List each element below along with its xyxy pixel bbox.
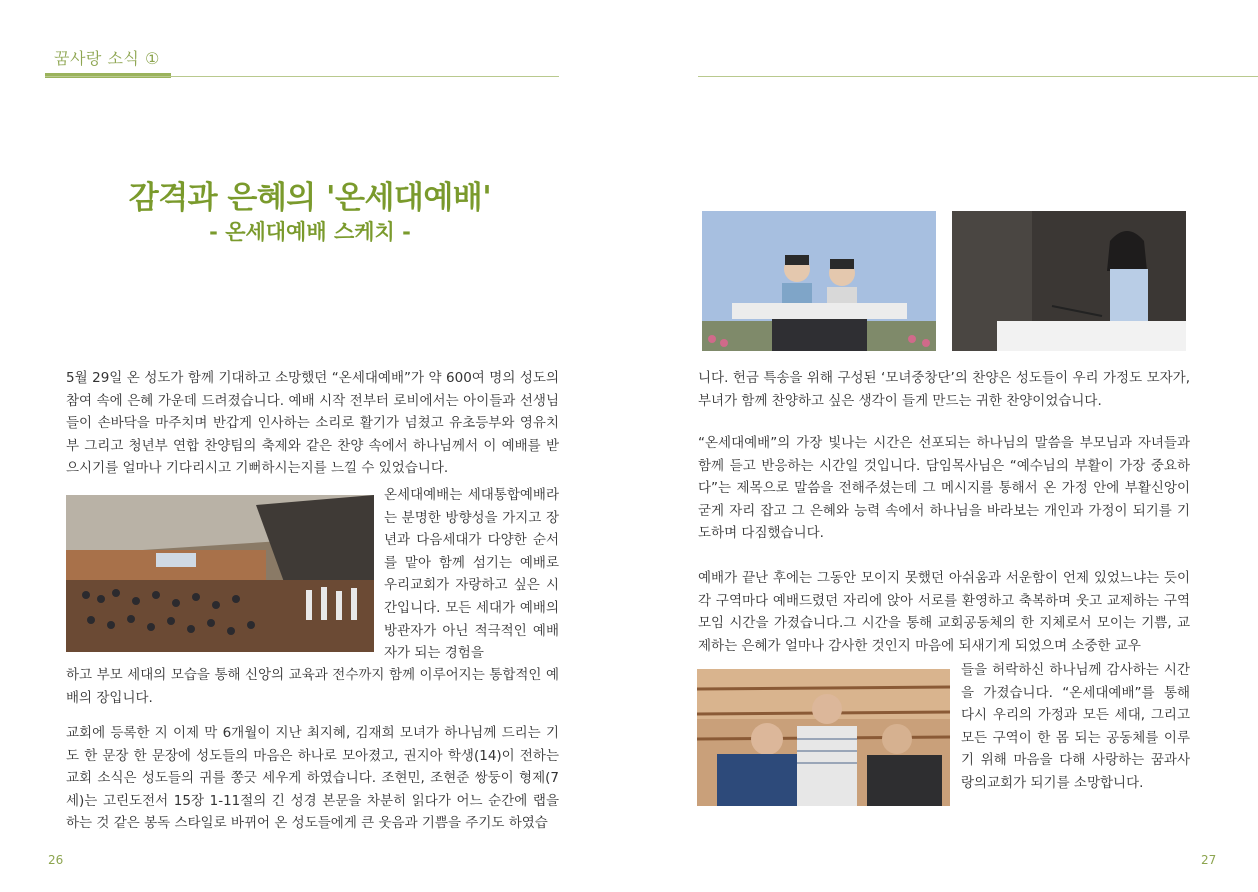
section-label: 꿈사랑 소식 ① [54, 49, 160, 68]
right-paragraph-3-full-text: 예배가 끝난 후에는 그동안 모이지 못했던 아쉬움과 서운함이 언제 있었느냐는 듯이 각 구역마다 예배드렸던 자리에 앉아 서로를 환영하고 축복하며 웃고 교제하는 구역모임 시간을 가졌습니다.그 시간을 통해 교회공동체의 한 지체로서 모이는 기쁨, 교제하는 은혜가 얼마나 감사한 것인지 마음에 되새기게 되었으며 소중한 교우 [698, 570, 1190, 654]
left-paragraph-3-text: 교회에 등록한 지 이제 막 6개월이 지난 최지혜, 김재희 모녀가 하나님께 드리는 기도 한 문장 한 문장에 성도들의 마음은 하나로 모아졌고, 권지아 학생(14)이 전하는 교회 소식은 성도들의 귀를 쫑긋 세우게 하였습니다. 조현민, 조현준 쌍둥이 형제(7세)는 고린도전서 15장 1-11절의 긴 성경 본문을 차분히 읽다가 어느 순간에 랩을 하는 것 같은 봉독 스타일로 바뀌어 온 성도들에게 큰 웃음과 기쁨을 주기도 하였습 [66, 725, 559, 832]
twin-boys-photo [702, 211, 936, 351]
twin-boys-icon [702, 211, 936, 351]
group-prayer-photo [697, 669, 950, 806]
left-page-number: 26 [48, 853, 64, 867]
worship-hall-photo [66, 495, 374, 652]
left-paragraph-2-wrap [384, 484, 559, 665]
right-paragraph-2 [698, 432, 1190, 545]
right-page-number: 27 [1201, 853, 1217, 867]
left-header-rule [45, 76, 559, 77]
left-paragraph-2-wrap-text: 온세대예배는 세대통합예배라는 분명한 방향성을 가지고 장년과 다음세대가 다양한 순서를 맡아 함께 섬기는 예배로 우리교회가 자랑하고 싶은 시간입니다. 모든 세대가 예배의 방관자가 아닌 적극적인 예배자가 되는 경험을 [384, 487, 559, 662]
left-paragraph-1 [66, 367, 559, 480]
right-paragraph-3-wrap [961, 659, 1190, 795]
left-paragraph-2-full [66, 664, 559, 709]
left-paragraph-3 [66, 722, 559, 835]
right-paragraph-2-text: “온세대예배”의 가장 빛나는 시간은 선포되는 하나님의 말씀을 부모님과 자녀들과 함께 듣고 반응하는 시간일 것입니다. 담임목사님은 “예수님의 부활이 가장 중요하다”는 제목으로 말씀을 전해주셨는데 그 메시지를 통해서 온 가정 안에 부활신앙이 굳게 자리 잡고 그 은혜와 능력 속에서 하나님을 바라보는 개인과 가정이 되기를 기도하며 다짐했습니다. [698, 435, 1190, 542]
right-paragraph-3-full [698, 567, 1190, 657]
right-paragraph-1-text: 니다. 헌금 특송을 위해 구성된 ‘모녀중창단’의 찬양은 성도들이 우리 가정도 모자가, 부녀가 함께 찬양하고 싶은 생각이 들게 만드는 귀한 찬양이었습니다. [698, 370, 1190, 409]
article-subtitle: - 온세대예배 스케치 - [209, 220, 411, 244]
group-prayer-icon [697, 669, 950, 806]
article-title: 감격과 은혜의 '온세대예배' [128, 180, 492, 216]
worship-hall-icon [66, 495, 374, 652]
right-paragraph-3-wrap-text: 들을 허락하신 하나님께 감사하는 시간을 가졌습니다. “온세대예배”를 통해 다시 우리의 가정과 모든 세대, 그리고 모든 구역이 한 몸 되는 공동체를 이루기 위해 마음을 다해 사랑하는 꿈과사랑의교회가 되기를 소망합니다. [961, 662, 1190, 791]
right-paragraph-1 [698, 367, 1190, 412]
girl-podium-icon [952, 211, 1186, 351]
girl-podium-photo [952, 211, 1186, 351]
left-paragraph-1-text: 5월 29일 온 성도가 함께 기대하고 소망했던 “온세대예배”가 약 600여 명의 성도의 참여 속에 은혜 가운데 드려졌습니다. 예배 시작 전부터 로비에서는 아이들과 선생님들이 손바닥을 마주치며 반갑게 인사하는 소리로 활기가 넘쳤고 유초등부와 영유치부 그리고 청년부 연합 찬양팀의 축제와 같은 찬양 속에서 하나님께서 이 예배를 받으시기를 얼마나 기다리시고 기뻐하시는지를 느낄 수 있었습니다. [66, 370, 559, 477]
left-paragraph-2-full-text: 하고 부모 세대의 모습을 통해 신앙의 교육과 전수까지 함께 이루어지는 통합적인 예배의 장입니다. [66, 667, 559, 706]
right-header-rule [698, 76, 1258, 77]
